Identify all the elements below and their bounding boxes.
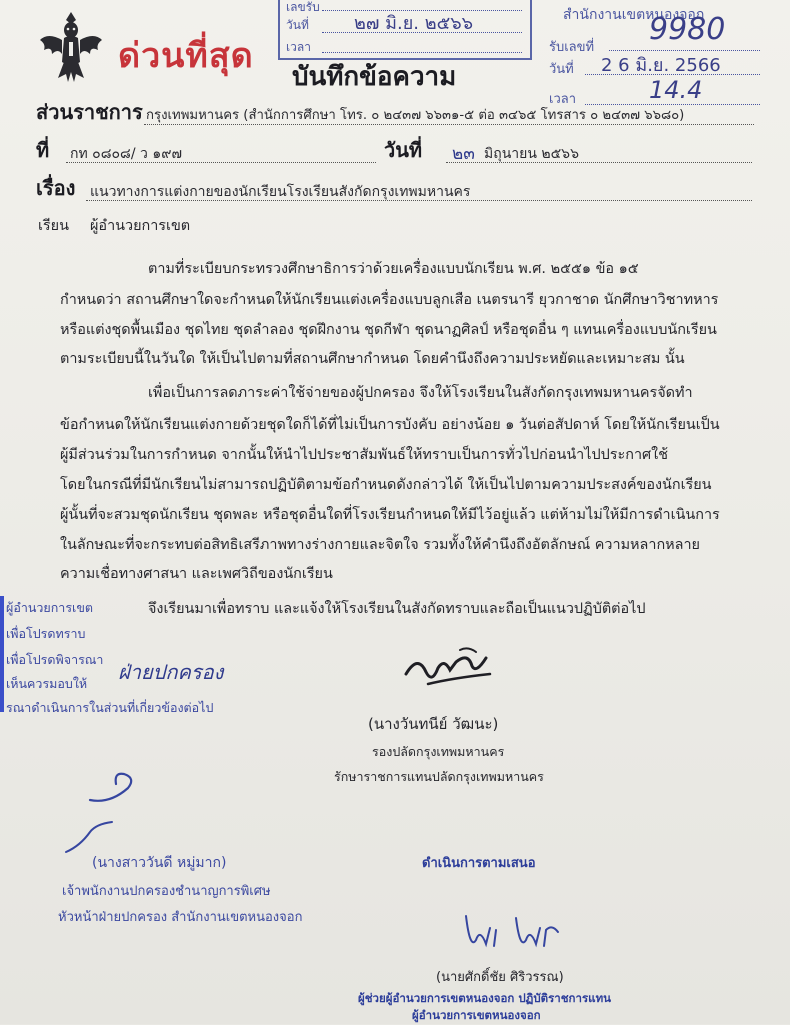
- stamp-date-value: ๒๗ มิ.ย. ๒๕๖๖: [354, 13, 474, 34]
- p2-line-3: ผู้มีส่วนร่วมในการกำหนด จากนั้นให้นำไปประชาสัมพันธ์ให้ทราบเป็นการทั่วไปก่อนนำไปประกาศใช้: [60, 447, 668, 463]
- date-day: ๒๓: [452, 144, 475, 164]
- department-value: กรุงเทพมหานคร (สำนักการศึกษา โทร. ๐ ๒๔๓๗ ๖๖๓๑-๕ ต่อ ๓๔๖๕ โทรสาร ๐ ๒๔๓๗ ๖๖๘๐): [146, 108, 685, 123]
- p1-line-3: หรือแต่งชุดพื้นเมือง ชุดไทย ชุดลำลอง ชุดฝึกงาน ชุดกีฬา ชุดนาฏศิลป์ หรือชุดอื่น ๆ แทนเครื่องแบบนักเรียน: [60, 322, 717, 338]
- p1-line-4: ตามระเบียบนี้ในวันใด ให้เป็นไปตามที่สถานศึกษากำหนด โดยคำนึงถึงความประหยัดและเหมาะสม นั้น: [60, 351, 685, 367]
- director-name: (นายศักดิ์ชัย ศิริวรรณ): [436, 970, 564, 985]
- p2-line-1: เพื่อเป็นการลดภาระค่าใช้จ่ายของผู้ปกครอง จึงให้โรงเรียนในสังกัดกรุงเทพมหานครจัดทำ: [148, 385, 693, 401]
- stamp-label-time: เวลา: [286, 40, 311, 54]
- date-rest: มิถุนายน ๒๕๖๖: [484, 146, 579, 162]
- signature-clerk: [80, 760, 140, 812]
- signature-vice-governor: [398, 644, 498, 692]
- signatory-title-2: รักษาราชการแทนปลัดกรุงเทพมหานคร: [334, 769, 544, 784]
- receipt-time-label: เวลา: [549, 92, 577, 107]
- department-label: ส่วนราชการ: [36, 100, 143, 124]
- receipt-time-value: 14.4: [649, 76, 703, 104]
- subject-value: แนวทางการแต่งกายของนักเรียนโรงเรียนสังกัดกรุงเทพมหานคร: [90, 184, 471, 200]
- margin-note-4: เห็นควรมอบให้: [6, 676, 88, 691]
- margin-note-5: รณาดำเนินการในส่วนที่เกี่ยวข้องต่อไป: [6, 700, 214, 715]
- clerk-title-2: หัวหน้าฝ่ายปกครอง สำนักงานเขตหนองจอก: [58, 910, 303, 925]
- office-name: สำนักงานเขตหนองจอก: [563, 7, 705, 23]
- p3-line-1: จึงเรียนมาเพื่อทราบ และแจ้งให้โรงเรียนในสังกัดทราบและถือเป็นแนวปฏิบัติต่อไป: [148, 601, 646, 617]
- subject-label: เรื่อง: [36, 176, 76, 200]
- receipt-date-label: วันที่: [549, 62, 574, 77]
- stamp-label-received: เลขรับ: [286, 0, 320, 14]
- p2-line-7: ความเชื่อทางศาสนา และเพศวิถีของนักเรียน: [60, 566, 333, 582]
- director-title-2: ผู้อำนวยการเขตหนองจอก: [412, 1008, 541, 1022]
- p2-line-4: โดยในกรณีที่มีนักเรียนไม่สามารถปฏิบัติตามข้อกำหนดดังกล่าวได้ ให้เป็นไปตามความประสงค์ของนักเรียน: [60, 477, 712, 493]
- highlight-bar: [0, 596, 4, 712]
- director-title-1: ผู้ช่วยผู้อำนวยการเขตหนองจอก ปฏิบัติราชการแทน: [358, 991, 612, 1005]
- salutation-value: ผู้อำนวยการเขต: [90, 218, 191, 234]
- p2-line-2: ข้อกำหนดให้นักเรียนแต่งกายด้วยชุดใดก็ได้ที่ไม่เป็นการบังคับ อย่างน้อย ๑ วันต่อสัปดาห์ โดยให้นักเรียนเป็น: [60, 417, 720, 433]
- date-label: วันที่: [384, 138, 423, 162]
- received-no-value: 9980: [649, 12, 726, 47]
- garuda-emblem-icon: [38, 10, 104, 84]
- ref-value: กท ๐๘๐๘/ ว ๑๙๗: [70, 146, 182, 162]
- salutation-label: เรียน: [38, 218, 69, 234]
- received-no-label: รับเลขที่: [549, 40, 595, 55]
- margin-note-handwritten: ฝ่ายปกครอง: [118, 660, 224, 684]
- clerk-name: (นางสาววันดี หมู่มาก): [92, 855, 227, 871]
- margin-note-3: เพื่อโปรดพิจารณา: [6, 652, 104, 667]
- margin-note-1: ผู้อำนวยการเขต: [6, 600, 93, 615]
- p1-line-1: ตามที่ระเบียบกระทรวงศึกษาธิการว่าด้วยเครื่องแบบนักเรียน พ.ศ. ๒๕๕๑ ข้อ ๑๕: [148, 261, 639, 277]
- margin-note-2: เพื่อโปรดทราบ: [6, 626, 86, 641]
- signatory-name: (นางวันทนีย์ วัฒนะ): [368, 715, 499, 733]
- urgency-label: ด่วนที่สุด: [118, 36, 254, 76]
- p1-line-2: กำหนดว่า สถานศึกษาใดจะกำหนดให้นักเรียนแต่งเครื่องแบบลูกเสือ เนตรนารี ยุวกาชาด นักศึกษาวิชาทหาร: [60, 292, 719, 308]
- ref-label: ที่: [36, 138, 50, 162]
- signature-director: [460, 906, 570, 960]
- p2-line-6: ในลักษณะที่จะกระทบต่อสิทธิเสรีภาพทางร่างกายและจิตใจ รวมทั้งให้คำนึงถึงอัตลักษณ์ ความหลากหลาย: [60, 537, 700, 553]
- p2-line-5: ผู้นั้นที่จะสวมชุดนักเรียน ชุดพละ หรือชุดอื่นใดที่โรงเรียนกำหนดให้มีไว้อยู่แล้ว แต่ห้ามไม่ให้มีการดำเนินการ: [60, 507, 720, 523]
- director-action: ดำเนินการตามเสนอ: [422, 856, 536, 871]
- receipt-date-value: 2 6 มิ.ย. 2566: [601, 55, 721, 76]
- signatory-title-1: รองปลัดกรุงเทพมหานคร: [372, 744, 505, 759]
- incoming-stamp: [278, 0, 532, 60]
- office-receipt-stamp: [545, 0, 790, 112]
- page-title: บันทึกข้อความ: [292, 62, 457, 92]
- stamp-label-date: วันที่: [286, 18, 309, 32]
- clerk-title-1: เจ้าพนักงานปกครองชำนาญการพิเศษ: [62, 884, 271, 899]
